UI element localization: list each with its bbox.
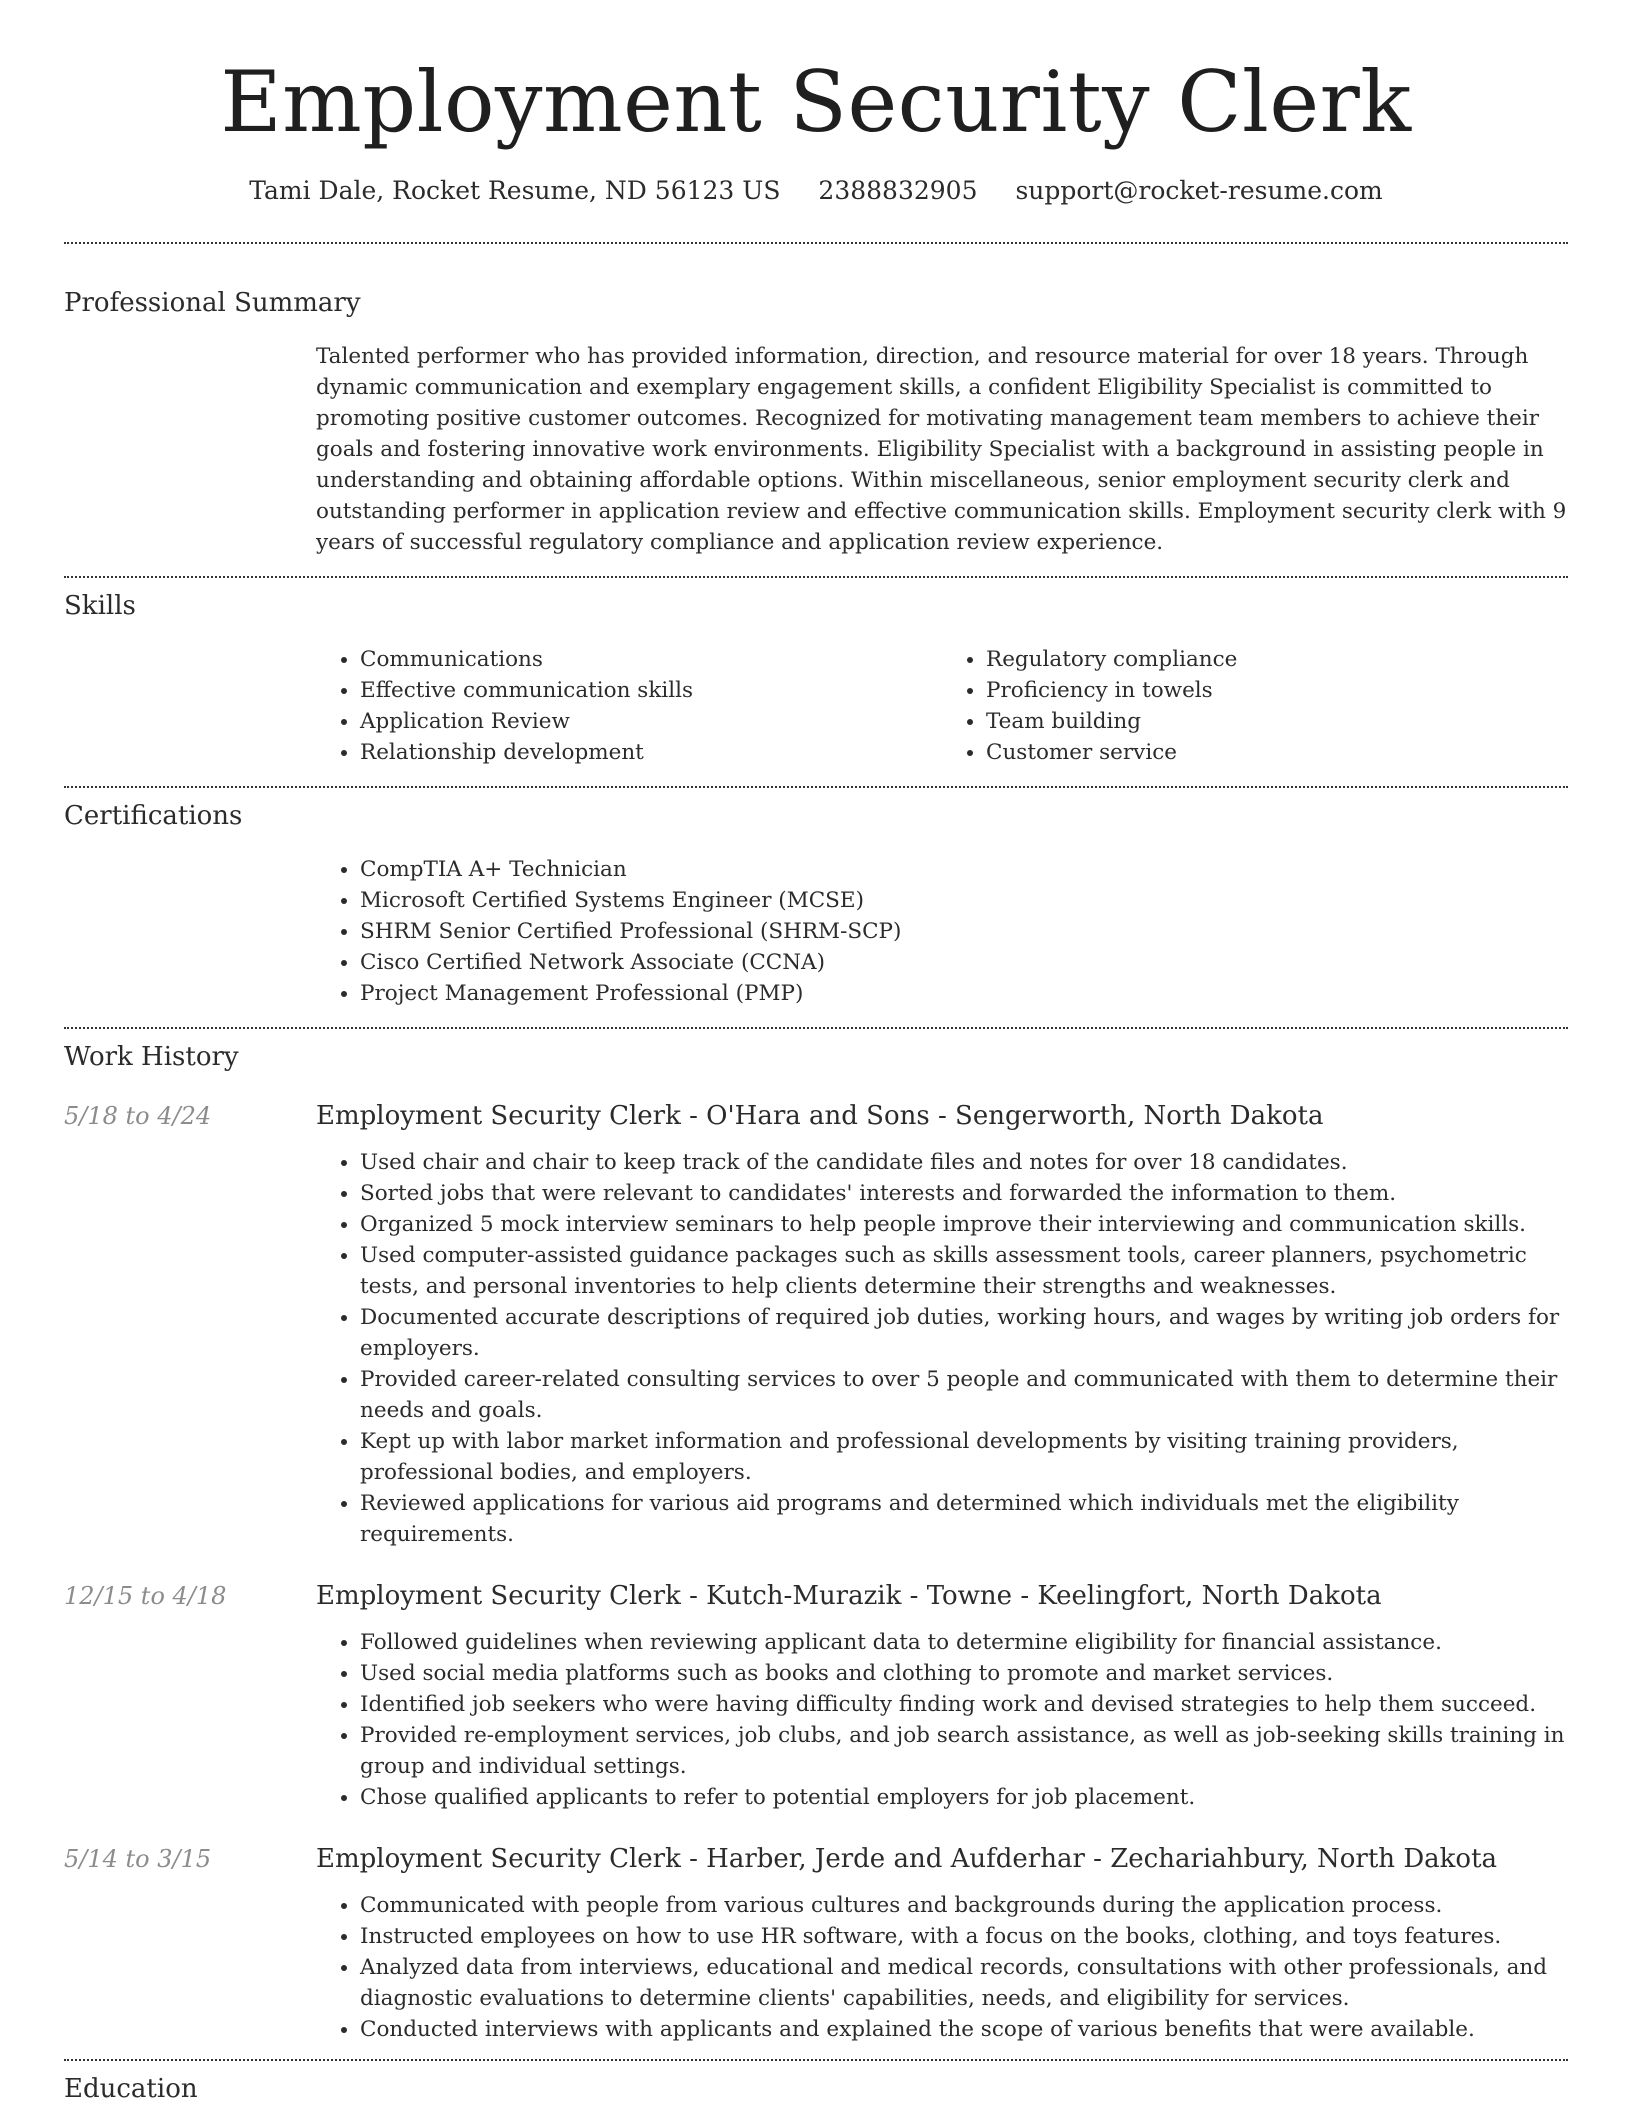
- contact-phone: 2388832905: [818, 176, 978, 205]
- job-bullet: • Used chair and chair to keep track of the candidate files and notes for over 18 candidates.: [360, 1147, 1568, 1178]
- summary-title: Professional Summary: [64, 288, 361, 318]
- work-title: Work History: [64, 1042, 239, 1072]
- job-bullets: [316, 1627, 1568, 1813]
- certifications-title: Certifications: [64, 801, 243, 831]
- summary-text: Talented performer who has provided information, direction, and resource material for over 18 years. Through dynamic communication and exemplary engagement skills, a confident Eligibility Specialist is committed to promoting positive customer outcomes. Recognized for motivating management team members to achieve their goals and fostering innovative work environments. Eligibility Specialist with a background in assisting people in understanding and obtaining affordable options. Within miscellaneous, senior employment security clerk and outstanding performer in application review and effective communication skills. Employment security clerk with 9 years of successful regulatory compliance and application review experience.: [316, 344, 1567, 555]
- job-bullets: [316, 1147, 1568, 1550]
- job-title: Employment Security Clerk - Kutch-Murazik - Towne - Keelingfort, North Dakota: [316, 1581, 1382, 1611]
- summary-section: [64, 244, 1568, 558]
- job-bullet: • Provided re-employment services, job clubs, and job search assistance, as well as job-seeking skills training in group and individual settings.: [360, 1720, 1568, 1782]
- job-bullet: • Chose qualified applicants to refer to potential employers for job placement.: [360, 1782, 1568, 1813]
- certification-item: • CompTIA A+ Technician: [360, 854, 1568, 885]
- resume-name: Employment Security Clerk: [220, 53, 1412, 151]
- skill-item: • Proficiency in towels: [986, 675, 1568, 706]
- certification-item: • SHRM Senior Certified Professional (SHRM-SCP): [360, 916, 1568, 947]
- job-bullet: • Sorted jobs that were relevant to candidates' interests and forwarded the information to them.: [360, 1178, 1568, 1209]
- job-bullet: • Used computer-assisted guidance packages such as skills assessment tools, career planners, psychometric tests, and personal inventories to help clients determine their strengths and weaknesses.: [360, 1240, 1568, 1302]
- skill-item: • Effective communication skills: [360, 675, 942, 706]
- job-dates: 5/14 to 3/15: [64, 1845, 212, 1873]
- job-bullet: • Communicated with people from various cultures and backgrounds during the application process.: [360, 1890, 1568, 1921]
- job-bullet: • Analyzed data from interviews, educational and medical records, consultations with other professionals, and diagnostic evaluations to determine clients' capabilities, needs, and eligibility for services.: [360, 1952, 1568, 2014]
- education-title: Education: [64, 2074, 198, 2104]
- job-bullet: • Kept up with labor market information and professional developments by visiting training providers, professional bodies, and employers.: [360, 1426, 1568, 1488]
- contact-line: [64, 174, 1568, 208]
- skills-list-right: [942, 644, 1568, 768]
- skills-list-left: [316, 644, 942, 768]
- job-header: [64, 1580, 1568, 1612]
- certification-item: • Cisco Certified Network Associate (CCNA): [360, 947, 1568, 978]
- job-bullet: • Documented accurate descriptions of required job duties, working hours, and wages by writing job orders for employers.: [360, 1302, 1568, 1364]
- certifications-content: [316, 854, 1568, 1009]
- job-dates: 12/15 to 4/18: [64, 1582, 227, 1610]
- job-title: Employment Security Clerk - Harber, Jerde and Aufderhar - Zechariahbury, North Dakota: [316, 1844, 1498, 1874]
- skills-section: [64, 578, 1568, 768]
- skill-item: • Communications: [360, 644, 942, 675]
- job-dates: 5/18 to 4/24: [64, 1102, 212, 1130]
- job-bullet: • Identified job seekers who were having difficulty finding work and devised strategies to help them succeed.: [360, 1689, 1568, 1720]
- job-bullet: • Used social media platforms such as books and clothing to promote and market services.: [360, 1658, 1568, 1689]
- contact-email: support@rocket-resume.com: [1015, 176, 1383, 205]
- certifications-list: [316, 854, 1568, 1009]
- certification-item: • Project Management Professional (PMP): [360, 978, 1568, 1009]
- skill-item: • Team building: [986, 706, 1568, 737]
- certification-item: • Microsoft Certified Systems Engineer (MCSE): [360, 885, 1568, 916]
- job-bullet: • Provided career-related consulting services to over 5 people and communicated with them to determine their needs and goals.: [360, 1364, 1568, 1426]
- job-entry: [64, 1843, 1568, 2045]
- job-entry: [64, 1100, 1568, 1550]
- job-title: Employment Security Clerk - O'Hara and Sons - Sengerworth, North Dakota: [316, 1101, 1324, 1131]
- job-bullet: • Instructed employees on how to use HR software, with a focus on the books, clothing, and toys features.: [360, 1921, 1568, 1952]
- job-bullet: • Organized 5 mock interview seminars to help people improve their interviewing and communication skills.: [360, 1209, 1568, 1240]
- job-bullet: • Conducted interviews with applicants and explained the scope of various benefits that were available.: [360, 2014, 1568, 2045]
- summary-content: [316, 341, 1568, 558]
- job-header: [64, 1100, 1568, 1132]
- job-header: [64, 1843, 1568, 1875]
- work-section: [64, 1029, 1568, 2045]
- certifications-section: [64, 788, 1568, 1009]
- contact-address: Tami Dale, Rocket Resume, ND 56123 US: [249, 176, 781, 205]
- job-entry: [64, 1580, 1568, 1813]
- job-bullet: • Reviewed applications for various aid programs and determined which individuals met the eligibility requirements.: [360, 1488, 1568, 1550]
- skill-item: • Regulatory compliance: [986, 644, 1568, 675]
- job-bullets: [316, 1890, 1568, 2045]
- skill-item: • Customer service: [986, 737, 1568, 768]
- education-section: [64, 2061, 1568, 2106]
- skills-title: Skills: [64, 591, 136, 621]
- skill-item: • Relationship development: [360, 737, 942, 768]
- skills-grid: [316, 644, 1568, 768]
- skill-item: • Application Review: [360, 706, 942, 737]
- job-bullet: • Followed guidelines when reviewing applicant data to determine eligibility for financial assistance.: [360, 1627, 1568, 1658]
